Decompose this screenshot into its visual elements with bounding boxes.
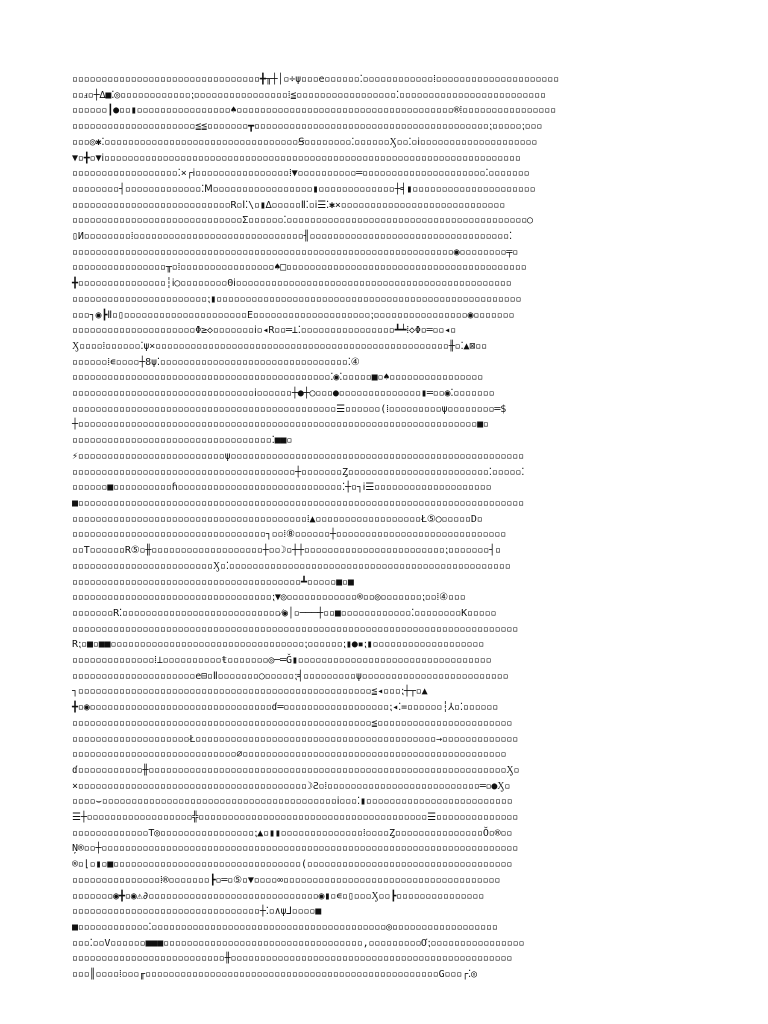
garbled-text-block: ▫▫▫▫▫▫▫▫▫▫▫▫▫▫▫▫▫▫▫▫▫▫▫▫▫▫▫▫▫▫▫▫╋╥┼│▫÷ψ▫▫▫e▫▫▫▫▫▫⁚▫▫▫▫▫▫▫▫▫▫▫▫⁞▫▫▫▫▫▫▫▫▫▫▫▫▫▫▫▫▫▫▫▫▫ ▫▫ⅎ▫┼∆■⁚◎▫▫▫▫▫▫▫▫▫▫▫▫⁏▫▫▫▫▫▫▫▫▫▫▫▫▫▫▫▫⁞≦▫▫▫▫▫▫▫▫▫▫▫▫▫▫▫▫▫⁚▫▫▫▫▫▫▫▫▫▫▫▫▫▫▫▫▫▫▫▫▫▫▫▫▫ ▫▫▫▫▫▫┃●▫▫▮▫▫▫▫▫▫▫▫▫▫▫▫▫▫▫▫♠▫▫▫▫▫▫▫▫▫▫▫▫▫▫▫▫▫▫▫▫▫▫▫▫▫▫▫▫▫▫▫▫▫▫▫▫▫®⁞▫▫▫▫▫▫▫▫▫▫▫▫▫▫▫▫ ▫▫▫▫▫▫▫▫▫▫▫▫▫▫▫▫▫▫▫▫▫≦≦▫▫▫▫▫▫▫┳▫▫▫▫▫▫▫▫▫▫▫▫▫▫▫▫▫▫▫▫▫▫▫▫▫▫▫▫▫▫▫▫▫▫▫▫▫▫▫▫⁏▫▫▫▫▫⁏▫▫▫ ▫▫▫◎✱⁚▫▫▫▫▫▫▫▫▫▫▫▫▫▫▫▫▫▫▫▫▫▫▫▫▫▫▫▫▫▫▫▫▫Ꞩ▫▫▫▫▫▫▫▫⁚▫▫▫▫▫▫Ӽ▫▫⁚▫ⅰ▫▫▫▫▫▫▫▫▫▫▫▫▫▫▫▫▫▫▫▫ ▼▫╋▫▼ⅰ▫▫▫▫▫▫▫▫▫▫▫▫▫▫▫▫▫▫▫▫▫▫▫▫▫▫▫▫▫▫▫▫▫▫▫▫▫▫▫▫▫▫▫▫▫▫▫▫▫▫▫▫▫▫▫▫▫▫▫▫▫▫▫▫▫▫▫▫▫▫▫ ▫▫▫▫▫▫▫▫▫▫▫▫▫▫▫▫▫▫⁚×┌ⅰ▫▫▫▫▫▫▫▫▫▫▫▫▫▫▫▫⁞▼▫▫▫▫▫▫▫▫▫▫═▫▫▫▫▫▫▫▫▫▫▫▫▫▫▫▫▫▫▫▫▫⁚▫▫▫▫▫▫▫ ▫▫▫▫▫▫▫▫┤▫▫▫▫▫▫▫▫▫▫▫▫▫⁚Ⅿ▫▫▫▫▫▫▫▫▫▫▫▫▫▫▫▫▫▮▫▫▫▫▫▫▫▫▫▫▫▫▫┼╡▮▫▫▫▫▫▫▫▫▫▫▫▫▫▫▫▫▫▫▫▫▫ ▫▫▫▫▫▫▫▫▫▫▫▫▫▫▫▫▫▫▫▫▫▫▫▫▫▫▫R▫Ⅰ⁚\▫▮∆▫▫▫▫▫Ⅱ⁚▫ⅰ☰⁚✱×▫▫▫▫▫▫▫▫▫▫▫▫▫▫▫▫▫▫▫▫▫▫▫▫▫▫▫▫ ▫▫▫▫▫▫▫▫▫▫▫▫▫▫▫▫▫▫▫▫▫▫▫▫▫▫▫▫▫Σ▫▫▫▫▫▫⁚▫▫▫▫▫▫▫▫▫▫▫▫▫▫▫▫▫▫▫▫▫▫▫▫▫▫▫▫▫▫▫▫▫▫▫▫▫▫▫▫▫○ ▯И▫▫▫▫▫▫▫▫⁞▫▫▫▫▫▫▫▫▫▫▫▫▫▫▫▫▫▫▫▫▫▫▫▫▫▫▫▫▫╢▫▫▫▫▫▫▫▫▫▫▫▫▫▫▫▫▫▫▫▫▫▫▫▫▫▫▫▫▫▫▫▫▫▫⁚ ▫▫▫▫▫▫▫▫▫▫▫▫▫▫▫▫▫▫▫▫▫▫▫▫▫▫▫▫▫▫▫▫▫▫▫▫▫▫▫▫▫▫▫▫▫▫▫▫▫▫▫▫▫▫▫▫▫▫▫▫▫▫▫▫▫◉▫▫▫▫▫▫▫▫╤▫ ▫▫▫▫▫▫▫▫▫▫▫▫▫▫▫▫╥▫⁞▫▫▫▫▫▫▫▫▫▫▫▫▫▫▫▫♠□▫▫▫▫▫▫▫▫▫▫▫▫▫▫▫▫▫▫▫▫▫▫▫▫▫▫▫▫▫▫▫▫▫▫▫▫▫▫▫▫▫ ╋▫▫▫▫▫▫▫▫▫▫▫▫▫▫▫┆ⅰ○▫▫▫▫▫▫▫▫Θⅰ▫▫▫▫▫▫▫▫▫▫▫▫▫▫▫▫▫▫▫▫▫▫▫▫▫▫▫▫▫▫▫▫▫▫▫▫▫▫▫▫▫▫▫▫▫▫▫ ▫▫▫▫▫▫▫▫▫▫▫▫▫▫▫▫▫▫▫▫▫▫▫⁏▮▫▫▫▫▫▫▫▫▫▫▫▫▫▫▫▫▫▫▫▫▫▫▫▫▫▫▫▫▫▫▫▫▫▫▫▫▫▫▫▫▫▫▫▫▫▫▫▫▫▫▫▫ ▫▫▫┐◉┣Ⅱ▫▯▫▫▫▫▫▫▫▫▫▫▫▫▫▫▫▫▫▫▫▫▫E▫▫▫▫▫▫▫▫▫▫▫▫▫▫▫▫▫▫▫▫⁏▫▫▫▫▫▫▫▫▫▫▫▫▫▫▫▫◉▫▫▫▫▫▫▫ ▫▫▫▫▫▫▫▫▫▫▫▫▫▫▫▫▫▫▫▫▫Φ≥◇▫▫▫▫▫▫▫ⅰ▫◂R▫▫═⊥⁚▫▫▫▫▫▫▫▫▫▫▫▫▫▫▫▫┻┷⁞◇Φ▫═▫▫◂▫ Ӽ▫▫▫▫⁞▫▫▫▫▫▫⁚ψ×▫▫▫▫▫▫▫▫▫▫▫▫▫▫▫▫▫▫▫▫▫▫▫▫▫▫▫▫▫▫▫▫▫▫▫▫▫▫▫▫▫▫▫▫▫▫▫▫▫▫╫▫⁚▲⊠▫▫ ▫▫▫▫▫▫⁞∊▫▫▫▫┼8ψ⁚▫▫▫▫▫▫▫▫▫▫▫▫▫▫▫▫▫▫▫▫▫▫▫▫▫▫▫▫▫▫▫▫⁚④ ▫▫▫▫▫▫▫▫▫▫▫▫▫▫▫▫▫▫▫▫▫▫▫▫▫▫▫▫▫▫▫▫▫▫▫▫▫▫▫▫▫▫▫▫⁚◉⁚▫▫▫▫▫■▫♠▫▫▫▫▫▫▫▫▫▫▫▫▫▫▫▫ ▫▫▫▫▫▫▫▫▫▫▫▫▫▫▫▫▫▫▫▫▫▫▫▫▫▫▫▫▫▫▫ⅰ▫▫▫▫▫▫┼●┼○▫▫▫●▫▫▫▫▫▫▫▫▫▫▫▫▫▫▮═▫▫◉⁚▫▫▫▫▫▫▫ ▫▫▫▫▫▫▫▫▫▫▫▫▫▫▫▫▫▫▫▫▫▫▫▫▫▫▫▫▫▫▫▫▫▫▫▫▫▫▫▫▫▫▫▫▫☰▫▫▫▫▫▫(⁞▫▫▫▫▫▫▫▫▫ψ▫▫▫▫▫▫▫▫═$ ┼▫▫▫▫▫▫▫▫▫▫▫▫▫▫▫▫▫▫▫▫▫▫▫▫▫▫▫▫▫▫▫▫▫▫▫▫▫▫▫▫▫▫▫▫▫▫▫▫▫▫▫▫▫▫▫▫▫▫▫▫▫▫▫▫▫▫▫▫■▫ ▫▫▫▫▫▫▫▫▫▫▫▫▫▫▫▫▫▫▫▫▫▫▫▫▫▫▫▫▫▫▫▫▫▫⁚■■▫ ⚡▫▫▫▫▫▫▫▫▫▫▫▫▫▫▫▫▫▫▫▫▫▫▫▫▫ψ▫▫▫▫▫▫▫▫▫▫▫▫▫▫▫▫▫▫▫▫▫▫▫▫▫▫▫▫▫▫▫▫▫▫▫▫▫▫▫▫▫▫▫▫▫▫▫▫▫▫ ▫▫▫▫▫▫▫▫▫▫▫▫▫▫▫▫▫▫▫▫▫▫▫▫▫▫▫▫▫▫▫▫▫▫▫▫▫▫┼▫▫▫▫▫▫▫Ȥ▫▫▫▫▫▫▫▫▫▫▫▫▫▫▫▫▫▫▫▫▫▫▫▫⁚▫▫▫▫▫⁚ ▫▫▫▫▫▫■▫▫▫▫▫▫▫▫▫▫ɦ▫▫▫▫▫▫▫▫▫▫▫▫▫▫▫▫▫▫▫▫▫▫▫▫▫▫▫▫⁚┼▫┐ⅰ☰▫▫▫▫▫▫▫▫▫▫▫▫▫▫▫▫▫▫▫▫ ■▫▫▫▫▫▫▫▫▫▫▫▫▫▫▫▫▫▫▫▫▫▫▫▫▫▫▫▫▫▫▫▫▫▫▫▫▫▫▫▫▫▫▫▫▫▫▫▫▫▫▫▫▫▫▫▫▫▫▫▫▫▫▫▫▫▫▫▫▫▫▫▫▫▫▫▫ ▫▫▫▫▫▫▫▫▫▫▫▫▫▫▫▫▫▫▫▫▫▫▫▫▫▫▫▫▫▫▫▫▫▫▫▫▫▫▫▫⁞▲▫▫▫▫▫▫▫▫▫▫▫▫▫▫▫▫▫▫Ł⑤○▫▫▫▫▫D▫ ▫▫▫▫▫▫▫▫▫▫▫▫▫▫▫▫▫▫▫▫▫▫▫▫▫▫▫▫▫▫▫▫▫┐▫▫⁞⑧▫▫▫▫▫▫┼▫▫▫▫▫▫▫▫▫▫▫▫▫▫▫▫▫▫▫▫▫▫▫▫▫▫▫▫▫ ▫▫T▫▫▫▫▫▫R⑤▫╫▫▫▫▫▫▫▫▫▫▫▫▫▫▫▫▫▫▫▫┼▫▫☽▫┼┼▫▫▫▫▫▫▫▫▫▫▫▫▫▫▫▫▫▫▫▫▫▫▫▫⁏▫▫▫▫▫▫▫┤▫ ▫▫▫▫▫▫▫▫▫▫▫▫▫▫▫▫▫▫▫▫▫▫▫▫Ӽ▫⁚▫▫▫▫▫▫▫▫▫▫▫▫▫▫▫▫▫▫▫▫▫▫▫▫▫▫▫▫▫▫▫▫▫▫▫▫▫▫▫▫▫▫▫▫▫▫▫▫ ▫▫▫▫▫▫▫▫▫▫▫▫▫▫▫▫▫▫▫▫▫▫▫▫▫▫▫▫▫▫▫▫▫▫▫▫▫▫▫┻▫▫▫▫▫■▫■ ▫▫▫▫▫▫▫▫▫▫▫▫▫▫▫▫▫▫▫▫▫▫▫▫▫▫▫▫▫▫▫▫▫▫⁏▼◎▫▫▫▫▫▫▫▫▫▫▫▫®▫▫◎▫▫▫▫▫▫▫⁏▫▫⁞④▫▫▫ ▫▫▫▫▫▫▫R⁚▫▫▫▫▫▫▫▫▫▫▫▫▫▫▫▫▫▫▫▫▫▫▫▫▫▫▫⁄◉│▫───┼▫▫■▫▫▫▫▫▫▫▫▫▫▫▫⁚▫▫▫▫▫▫▫▫K▫▫▫▫▫ ▫▫▫▫▫▫▫▫▫▫▫▫▫▫▫▫▫▫▫▫▫▫▫▫▫▫▫▫▫▫▫▫▫▫▫▫▫▫▫▫▫▫▫▫▫▫▫▫▫▫▫▫▫▫▫▫▫▫▫▫▫▫▫▫▫▫▫▫▫▫▫▫▫▫▫▫ R⁏▫■▫■■▫▫▫▫▫▫▫▫▫▫▫▫▫▫▫▫▫▫▫▫▫▫▫▫▫▫▫▫▫▫▫▫▫⁏▫▫▫▫▫▫⁏▮●▪⁏▮▫▫▫▫▫▫▫▫▫▫▫▫▫▫▫▫▫▫▫ ▫▫▫▫▫▫▫▫▫▫▫▫▫▫⁞⊥▫▫▫▫▫▫▫▫▫▫ŧ▫▫▫▫▫▫▫◎─═Ǧ▮▫▫▫▫▫▫▫▫▫▫▫▫▫▫▫▫▫▫▫▫▫▫▫▫▫▫▫▫▫▫▫▫▫ ▫▫▫▫▫▫▫▫▫▫▫▫▫▫▫▫▫▫▫▫▫е⊟▫Ⅱ▫▫▫▫▫▫▫○▫▫▫▫▫⁏╡▫▫▫▫▫▫▫▫▫ψ▫▫▫▫▫▫▫▫▫▫▫▫▫▫▫▫▫▫▫▫▫▫▫▫▫ ┐▫▫▫▫▫▫▫▫▫▫▫▫▫▫▫▫▫▫▫▫▫▫▫▫▫▫▫▫▫▫▫▫▫▫▫▫▫▫▫▫▫▫▫▫▫▫▫▫▫▫≦◂▫▫▫⁏┼┬▫▲ ╋▫◉▫▫▫▫▫▫▫▫▫▫▫▫▫▫▫▫▫▫▫▫▫▫▫▫▫▫▫▫▫▫▫ɗ═▫▫▫▫▫▫▫▫▫▫▫▫▫▫▫▫▫▫⁏◂⁚=▫▫▫▫▫▫┆⅄▫⁚▫▫▫▫▫▫ ▫▫▫▫▫▫▫▫▫▫▫▫▫▫▫▫▫▫▫▫▫▫▫▫▫▫▫▫▫▫▫▫▫▫▫▫▫▫▫▫▫▫▫▫▫▫▫▫▫▫▫≦▫▫▫▫▫▫▫▫▫▫▫▫▫▫▫▫▫▫▫▫▫▫▫ ▫▫▫▫▫▫▫▫▫▫▫▫▫▫▫▫▫▫▫▫Ł▫▫▫▫▫▫▫▫▫▫▫▫▫▫▫▫▫▫▫▫▫▫▫▫▫▫▫▫▫▫▫▫▫▫▫▫▫▫▫▫▫→▫▫▫▫▫▫▫▫▫▫▫▫▫ ▫▫▫▫▫▫▫▫▫▫▫▫▫▫▫▫▫▫▫▫▫▫▫▫▫▫▫▫∅▫▫▫▫▫▫▫▫▫▫▫▫▫▫▫▫▫▫▫▫▫▫▫▫▫▫▫▫▫▫▫▫▫▫▫▫▫▫▫▫▫▫▫▫▫ ɗ▫▫▫▫▫▫▫▫▫▫▫╫▫▫▫▫▫▫▫▫▫▫▫▫▫▫▫▫▫▫▫▫▫▫▫▫▫▫▫▫▫▫▫▫▫▫▫▫▫▫▫▫▫▫▫▫▫▫▫▫▫▫▫▫▫▫▫▫▫▫▫▫▫Ӽ▫ ⨯▫▫▫▫▫▫▫▫▫▫▫▫▫▫▫▫▫▫▫▫▫▫▫▫▫▫▫▫▫▫▫▫▫▫▫▫▫▫▫☽Ƨ▫⁞▫▫▫▫▫▫▫▫▫▫▫▫▫▫▫▫▫▫▫▫▫▫▫▫▫▫═▫●Ӽ▫ ▫▫▫▫⌣▫▫▫▫▫▫▫▫▫▫▫▫▫▫▫▫▫▫▫▫▫▫▫▫▫▫▫▫▫▫▫▫▫▫▫▫▫▫▫▫ⅰ▫▫▫⁚▮▫▫▫▫▫▫▫▫▫▫▫▫▫▫▫▫▫▫▫▫▫▫▫▫▫ ☰┼▫▫▫▫▫▫▫▫▫▫▫▫▫▫▫▫▫▫╬▫▫▫▫▫▫▫▫▫▫▫▫▫▫▫▫▫▫▫▫▫▫▫▫▫▫▫▫▫▫▫▫▫▫▫▫▫▫▫☰▫▫▫▫▫▫▫▫▫▫▫▫▫▫ ▫▫▫▫▫▫▫▫▫▫▫▫▫T◎▫▫▫▫▫▫▫▫▫▫▫▫▫▫▫▫⁏▲▫▮▮▫▫▫▫▫▫▫▫▫▫▫▫▫▫⁞▫▫▫▫Ȥ▫▫▫▫▫▫▫▫▫▫▫▫▫▫▫Ŏ▫®▫▫ Ņ®▫▫┼▫▫▫▫▫▫▫▫▫▫▫▫▫▫▫▫▫▫▫▫▫▫▫▫▫▫▫▫▫▫▫▫▫▫▫▫▫▫▫▫▫▫▫▫▫▫▫▫▫▫▫▫▫▫▫▫▫▫▫▫▫▫▫▫▫▫▫▫▫▫▫ ®▫⌊▫▮▫■▫▫▫▫▫▫▫▫▫▫▫▫▫▫▫▫▫▫▫▫▫▫▫▫▫▫▫▫▫▫▫▫(▫▫▫▫▫▫▫▫▫▫▫▫▫▫▫▫▫▫▫▫▫▫▫▫▫▫▫▫▫▫▫▫▫▫▫ ▫▫▫▫▫▫▫▫▫▫▫▫▫▫▫⁞®▫▫▫▫▫▫▫┣▫═▫⑤▫▼▫▫▫▫∞▫▫▫▫▫▫▫▫▫▫▫▫▫▫▫▫▫▫▫▫▫▫▫▫▫▫▫▫▫▫▫▫▫▫▫▫▫ ▫▫▫▫▫▫▫◉╋▫◉⚠∂▫▫▫▫▫▫▫▫▫▫▫▫▫▫▫▫▫▫▫▫▫▫▫▫▫▫▫▫▫◉▮▫∊▫▯▫▫▫Ӽ▫▫┣▫▫▫▫▫▫▫▫▫▫▫▫▫▫▫ ▫▫▫▫▫▫▫▫▫▫▫▫▫▫▫▫▫▫▫▫▫▫▫▫▫▫▫▫▫▫▫▫┼⁚▫∧ψ⅃▫▫▫▫■ ■▫▫▫▫▫▫▫▫▫▫▫▫⁚▫▫▫▫▫▫▫▫▫▫▫▫▫▫▫▫▫▫▫▫▫▫▫▫▫▫▫▫▫▫▫▫▫▫▫▫▫▫▫▫◎▫▫▫▫▫▫▫▫▫▫▫▫▫▫▫▫▫▫ ▫▫▫⁚▫▫V▫▫▫▫▫▫■■■▫▫▫▫▫▫▫▫▫▫▫▫▫▫▫▫▫▫▫▫▫▫▫▫▫▫▫▫▫▫▫▫▫▫,▫▫▫▫▫▫▫▫▫Ơ⁏▫▫▫▫▫▫▫▫▫▫▫▫▫▫▫▫ ▫▫▫▫▫▫▫▫▫▫▫▫▫▫▫▫▫▫▫▫▫▫▫▫▫▫╫▫▫▫▫▫▫▫▫▫▫▫▫▫▫▫▫▫▫▫▫▫▫▫▫▫▫▫▫▫▫▫▫▫▫▫▫▫▫▫▫▫▫▫▫▫▫▫▫ ▫▫▫║▫▫▫▫⁞▫▫▫╓▫▫▫▫▫▫▫▫▫▫▫▫▫▫▫▫▫▫▫▫▫▫▫▫▫▫▫▫▫▫▫▫▫▫▫▫▫▫▫▫▫▫▫▫▫▫▫▫▫▫G▫▫▫┌⁚◎	[72, 74, 560, 981]
document-page	[72, 72, 696, 981]
